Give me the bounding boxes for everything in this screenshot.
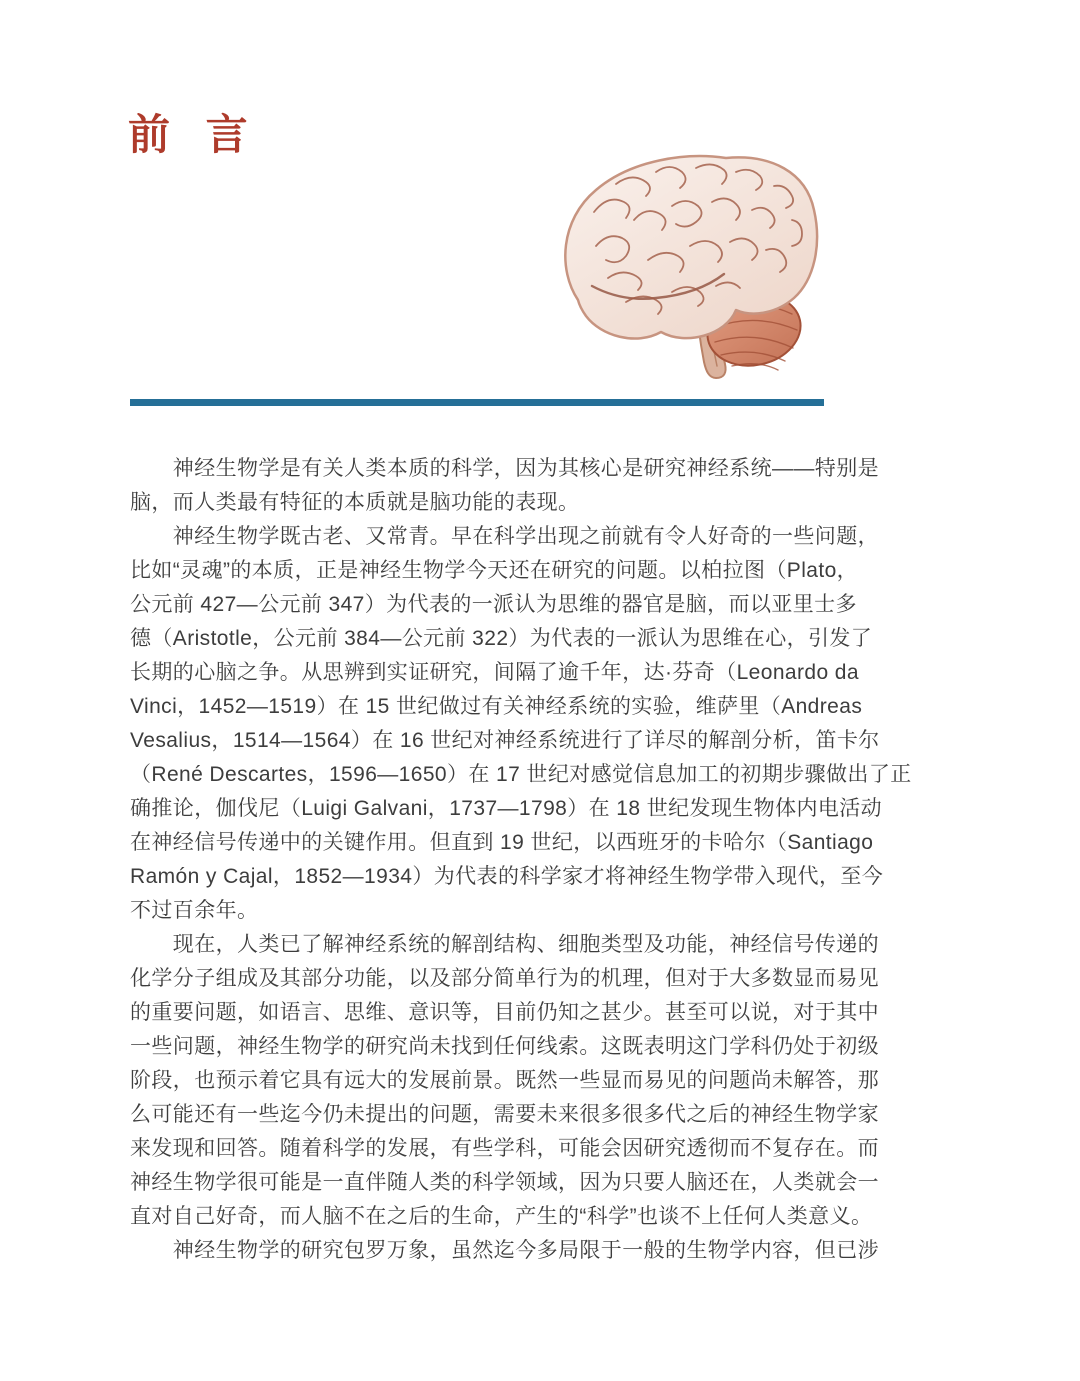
text-line: 的重要问题，如语言、思维、意识等，目前仍知之甚少。甚至可以说，对于其中 — [130, 1001, 879, 1024]
text-line: 么可能还有一些迄今仍未提出的问题，需要未来很多很多代之后的神经生物学家 — [130, 1103, 879, 1126]
text-line: 脑，而人类最有特征的本质就是脑功能的表现。 — [130, 491, 580, 514]
text-line: 公元前 427—公元前 347）为代表的一派认为思维的器官是脑，而以亚里士多 — [130, 593, 857, 616]
page-title: 前 言 — [128, 111, 260, 158]
section-divider-rule — [130, 399, 824, 406]
text-line: 不过百余年。 — [130, 899, 259, 922]
text-line: （René Descartes，1596—1650）在 17 世纪对感觉信息加工的初期步骤做出了正 — [130, 763, 912, 786]
text-line: 一些问题，神经生物学的研究尚未找到任何线索。这既表明这门学科仍处于初级 — [130, 1035, 879, 1058]
text-line: 神经生物学既古老、又常青。早在科学出现之前就有令人好奇的一些问题， — [130, 525, 879, 548]
text-line: Vesalius，1514—1564）在 16 世纪对神经系统进行了详尽的解剖分析，笛卡尔 — [130, 729, 880, 752]
text-line: 神经生物学是有关人类本质的科学，因为其核心是研究神经系统——特别是 — [130, 457, 879, 480]
text-line: 直对自己好奇，而人脑不在之后的生命，产生的“科学”也谈不上任何人类意义。 — [130, 1205, 873, 1228]
brain-svg — [556, 150, 828, 390]
text-line: Vinci，1452—1519）在 15 世纪做过有关神经系统的实验，维萨里（Andreas — [130, 695, 863, 718]
text-line: 在神经信号传递中的关键作用。但直到 19 世纪，以西班牙的卡哈尔（Santiago — [130, 831, 874, 854]
text-line: 比如“灵魂”的本质，正是神经生物学今天还在研究的问题。以柏拉图（Plato， — [130, 559, 859, 582]
preface-text — [130, 452, 912, 1268]
text-line: 确推论，伽伐尼（Luigi Galvani，1737—1798）在 18 世纪发现生物体内电活动 — [130, 797, 883, 820]
text-line: 神经生物学很可能是一直伴随人类的科学领域，因为只要人脑还在，人类就会一 — [130, 1171, 879, 1194]
brain-illustration — [556, 150, 828, 390]
text-line: 神经生物学的研究包罗万象，虽然迄今多局限于一般的生物学内容，但已涉 — [130, 1239, 879, 1262]
text-line: 阶段，也预示着它具有远大的发展前景。既然一些显而易见的问题尚未解答，那 — [130, 1069, 879, 1092]
text-line: 长期的心脑之争。从思辨到实证研究，间隔了逾千年，达·芬奇（Leonardo da — [130, 661, 859, 684]
text-line: 德（Aristotle，公元前 384—公元前 322）为代表的一派认为思维在心，引发了 — [130, 627, 873, 650]
text-line: 来发现和回答。随着科学的发展，有些学科，可能会因研究透彻而不复存在。而 — [130, 1137, 879, 1160]
text-line: Ramón y Cajal，1852—1934）为代表的科学家才将神经生物学带入现代，至今 — [130, 865, 884, 888]
text-line: 化学分子组成及其部分功能，以及部分简单行为的机理，但对于大多数显而易见 — [130, 967, 879, 990]
text-line: 现在，人类已了解神经系统的解剖结构、细胞类型及功能，神经信号传递的 — [130, 933, 879, 956]
